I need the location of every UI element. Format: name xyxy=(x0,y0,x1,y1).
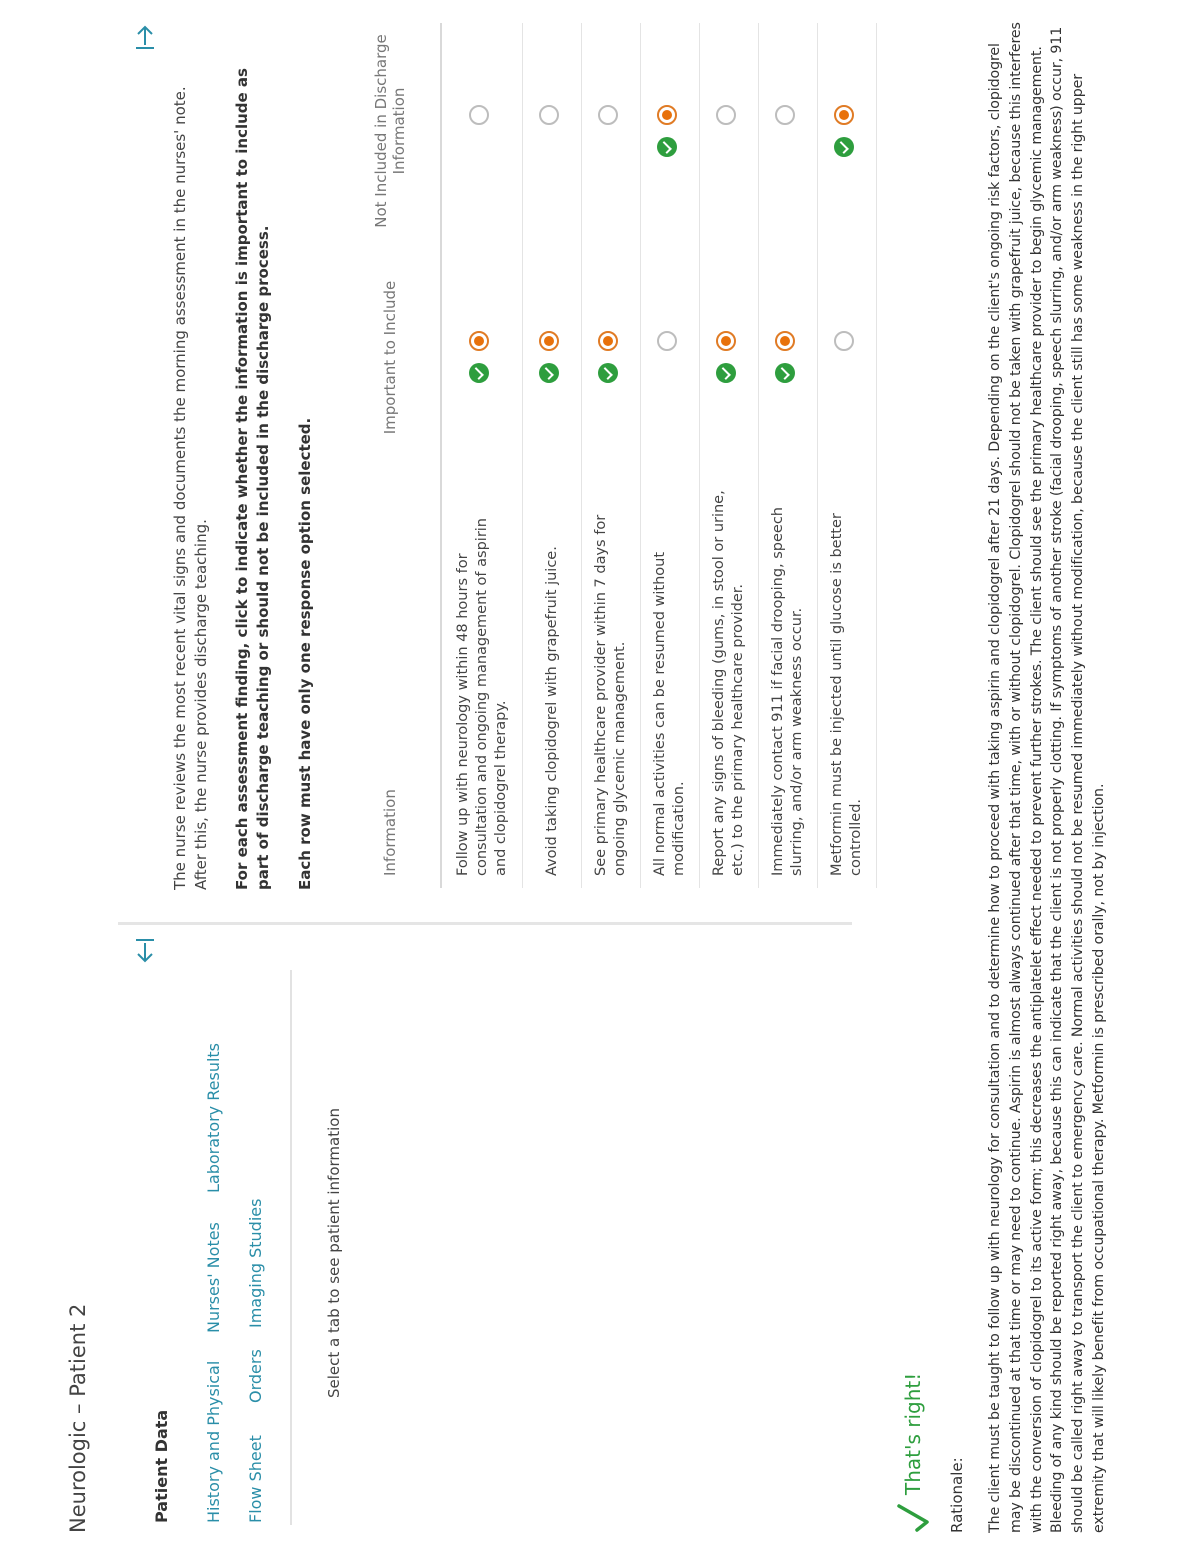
radio-important[interactable] xyxy=(775,332,795,352)
option-cell-important xyxy=(641,239,700,476)
tab-history-and-physical[interactable]: History and Physical xyxy=(204,1360,223,1523)
row-information: All normal activities can be resumed without modification. xyxy=(641,476,700,888)
page-title: Neurologic – Patient 2 xyxy=(66,1303,90,1533)
option-cell-not-included xyxy=(818,23,877,239)
matrix-row xyxy=(818,23,877,888)
option-cell-important xyxy=(818,239,877,476)
feedback-text: That's right! xyxy=(901,1372,925,1495)
radio-not-included[interactable] xyxy=(834,105,854,125)
correct-check-icon xyxy=(657,137,677,157)
collapse-panel-icon[interactable] xyxy=(130,935,160,965)
matrix-table xyxy=(340,23,877,888)
check-placeholder xyxy=(539,137,559,157)
check-placeholder xyxy=(834,364,854,384)
radio-not-included[interactable] xyxy=(775,105,795,125)
matrix-row xyxy=(582,23,641,888)
correct-check-icon xyxy=(716,364,736,384)
question-instruction: For each assessment finding, click to indicate whether the information is important to include as part of discharge teaching or should not be included in the discharge process. xyxy=(233,68,272,890)
checkmark-icon xyxy=(895,1503,931,1533)
expand-panel-icon[interactable] xyxy=(130,23,160,53)
option-cell-not-included xyxy=(582,23,641,239)
row-information: Follow up with neurology within 48 hours for consultation and ongoing management of aspirin and clopidogrel therapy. xyxy=(441,476,523,888)
column-header-information: Information xyxy=(340,476,441,888)
option-cell-not-included xyxy=(700,23,759,239)
matrix-row xyxy=(700,23,759,888)
rationale-text: The client must be taught to follow up with neurology for consultation and to determine how to proceed with taking aspirin and clopidogrel after 21 days. Depending on the client's ongoing risk factors, clopidogrel may be discontinued at that time or may need to continue. Aspirin is almost always continued after that time, with or without clopidogrel. Clopidogrel should not be taken with grapefruit juice, because this interferes with the conversion of clopidogrel to its active form; this decreases the antiplatelet effect needed to prevent further strokes. The client should see the primary healthcare provider to begin glycemic management. Bleeding of any kind should be reported right away, because this can indicate that the client is not properly clotting. If symptoms of another stroke (facial drooping, speech slurring, and/or arm weakness) occur, 911 should be called right away to transport the client to emergency care. Normal activities should not be resumed immediately without modification, because the client still has some weakness in the right upper extremity that will likely benefit from occupational therapy. Metformin is prescribed orally, not by injection. xyxy=(987,22,1107,1533)
option-cell-important xyxy=(700,239,759,476)
column-header-important: Important to Include xyxy=(340,239,441,476)
check-placeholder xyxy=(469,137,489,157)
option-cell-not-included xyxy=(523,23,582,239)
row-information: See primary healthcare provider within 7 days for ongoing glycemic management. xyxy=(582,476,641,888)
feedback-banner xyxy=(895,1373,931,1533)
question-constraint: Each row must have only one response option selected. xyxy=(296,417,314,890)
check-placeholder xyxy=(775,137,795,157)
radio-not-included[interactable] xyxy=(539,105,559,125)
patient-data-heading: Patient Data xyxy=(152,1409,171,1523)
select-tab-hint: Select a tab to see patient information xyxy=(325,1108,343,1398)
correct-check-icon xyxy=(598,364,618,384)
question-intro: The nurse reviews the most recent vital signs and documents the morning assessment in the nurses' note. After this, the nurse provides discharge teaching. xyxy=(171,86,210,890)
option-cell-not-included xyxy=(441,23,523,239)
correct-check-icon xyxy=(469,364,489,384)
radio-not-included[interactable] xyxy=(598,105,618,125)
option-cell-not-included xyxy=(641,23,700,239)
matrix-row xyxy=(759,23,818,888)
option-cell-not-included xyxy=(759,23,818,239)
row-information: Metformin must be injected until glucose is better controlled. xyxy=(818,476,877,888)
tab-orders[interactable]: Orders xyxy=(246,1349,265,1403)
option-cell-important xyxy=(582,239,641,476)
tab-flow-sheet[interactable]: Flow Sheet xyxy=(246,1435,265,1523)
panel-divider xyxy=(118,922,852,925)
check-placeholder xyxy=(598,137,618,157)
radio-important[interactable] xyxy=(598,332,618,352)
row-information: Immediately contact 911 if facial drooping, speech slurring, and/or arm weakness occur. xyxy=(759,476,818,888)
option-cell-important xyxy=(523,239,582,476)
radio-important[interactable] xyxy=(469,332,489,352)
tab-imaging-studies[interactable]: Imaging Studies xyxy=(246,1198,265,1328)
correct-check-icon xyxy=(775,364,795,384)
column-header-not-included: Not Included in Discharge Information xyxy=(340,23,441,239)
radio-important[interactable] xyxy=(539,332,559,352)
radio-not-included[interactable] xyxy=(716,105,736,125)
radio-important[interactable] xyxy=(657,332,677,352)
radio-important[interactable] xyxy=(716,332,736,352)
option-cell-important xyxy=(759,239,818,476)
check-placeholder xyxy=(716,137,736,157)
radio-not-included[interactable] xyxy=(469,105,489,125)
correct-check-icon xyxy=(834,137,854,157)
radio-important[interactable] xyxy=(834,332,854,352)
correct-check-icon xyxy=(539,364,559,384)
matrix-row xyxy=(523,23,582,888)
tabs-divider xyxy=(290,970,292,1525)
check-placeholder xyxy=(657,364,677,384)
matrix-row xyxy=(641,23,700,888)
option-cell-important xyxy=(441,239,523,476)
matrix-row xyxy=(441,23,523,888)
matrix-header-row xyxy=(340,23,441,888)
rationale-label: Rationale: xyxy=(948,1457,966,1533)
row-information: Report any signs of bleeding (gums, in stool or urine, etc.) to the primary healthcare provider. xyxy=(700,476,759,888)
tab-laboratory-results[interactable]: Laboratory Results xyxy=(204,1042,223,1193)
row-information: Avoid taking clopidogrel with grapefruit juice. xyxy=(523,476,582,888)
tab-nurses-notes[interactable]: Nurses' Notes xyxy=(204,1222,223,1333)
radio-not-included[interactable] xyxy=(657,105,677,125)
